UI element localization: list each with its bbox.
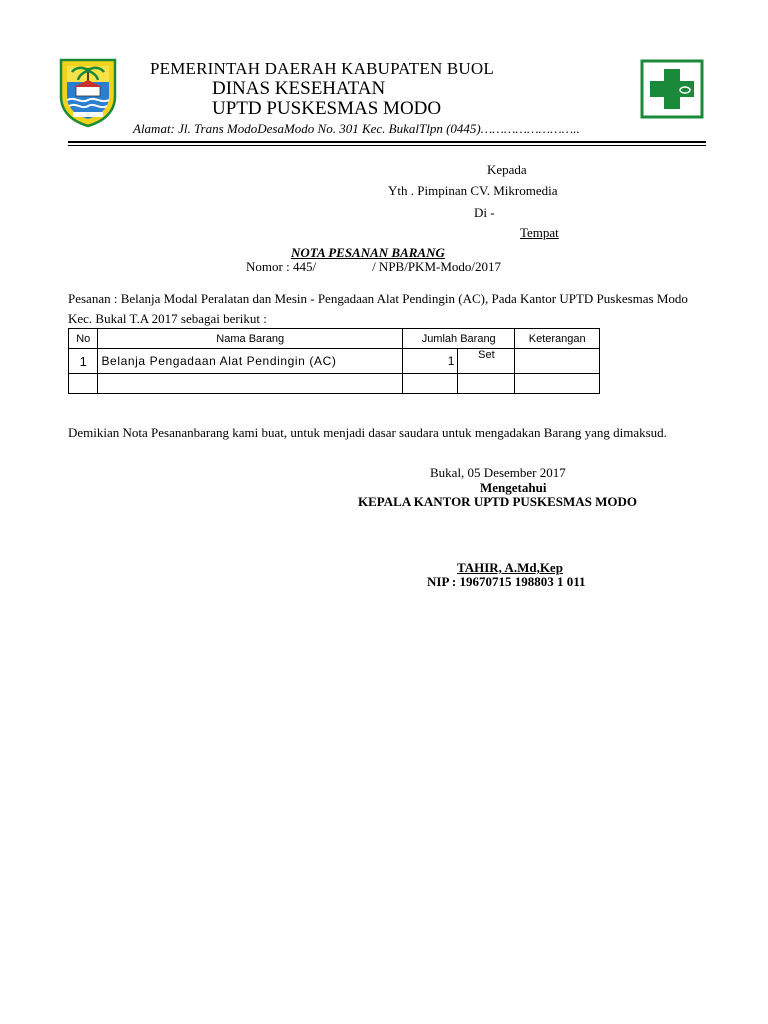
cell-jumlah (403, 374, 458, 394)
table-row (69, 374, 600, 394)
header-unit: UPTD PUSKESMAS MODO (212, 98, 442, 119)
green-cross-icon (640, 59, 704, 119)
header-jumlah-barang: Jumlah Barang (403, 329, 515, 349)
header-government: PEMERINTAH DAERAH KABUPATEN BUOL (150, 59, 494, 78)
document-number-prefix: Nomor : 445/ (246, 259, 317, 274)
cell-satuan (458, 374, 515, 394)
puskesmas-logo (640, 59, 704, 119)
recipient-name: Yth . Pimpinan CV. Mikromedia (388, 183, 558, 198)
items-table (68, 328, 600, 394)
cell-satuan: Set (458, 349, 515, 374)
document-number (246, 259, 501, 275)
cell-keterangan (515, 349, 600, 374)
header-keterangan: Keterangan (515, 329, 600, 349)
cell-keterangan (515, 374, 600, 394)
cell-nama-barang (98, 374, 403, 394)
header-no: No (69, 329, 98, 349)
signature-name: TAHIR, A.Md,Kep (457, 560, 563, 575)
signature-nip: NIP : 19670715 198803 1 011 (427, 574, 586, 589)
signature-position: KEPALA KANTOR UPTD PUSKESMAS MODO (358, 494, 638, 509)
cell-no: 1 (69, 349, 98, 374)
buol-regency-emblem-logo (57, 56, 119, 128)
header-nama-barang: Nama Barang (98, 329, 403, 349)
recipient-kepada: Kepada (487, 162, 527, 177)
order-description: Pesanan : Belanja Modal Peralatan dan Mesin - Pengadaan Alat Pendingin (AC), Pada Kantor UPTD Puskesmas Modo Kec. Bukal T.A 2017 sebagai berikut : (68, 291, 688, 326)
header-rule-thin (68, 145, 706, 146)
document-number-suffix: / NPB/PKM-Modo/2017 (372, 259, 502, 274)
closing-statement: Demikian Nota Pesananbarang kami buat, untuk menjadi dasar saudara untuk mengadakan Barang yang dimaksud. (68, 425, 667, 440)
header-address: Alamat: Jl. Trans ModoDesaModo No. 301 Kec. BukalTlpn (0445)…………………….. (133, 121, 580, 136)
table-row (69, 349, 600, 374)
signature-date: Bukal, 05 Desember 2017 (430, 465, 566, 480)
emblem-icon (57, 56, 119, 128)
cell-jumlah: 1 (403, 349, 458, 374)
cell-nama-barang: Belanja Pengadaan Alat Pendingin (AC) (98, 349, 403, 374)
recipient-tempat: Tempat (520, 225, 559, 240)
signature-mengetahui: Mengetahui (480, 480, 547, 495)
cell-no (69, 374, 98, 394)
header-rule-thick (68, 141, 706, 143)
header-department: DINAS KESEHATAN (212, 78, 386, 99)
table-header-row (69, 329, 600, 349)
document-title: NOTA PESANAN BARANG (291, 245, 445, 260)
recipient-di: Di - (474, 205, 495, 220)
